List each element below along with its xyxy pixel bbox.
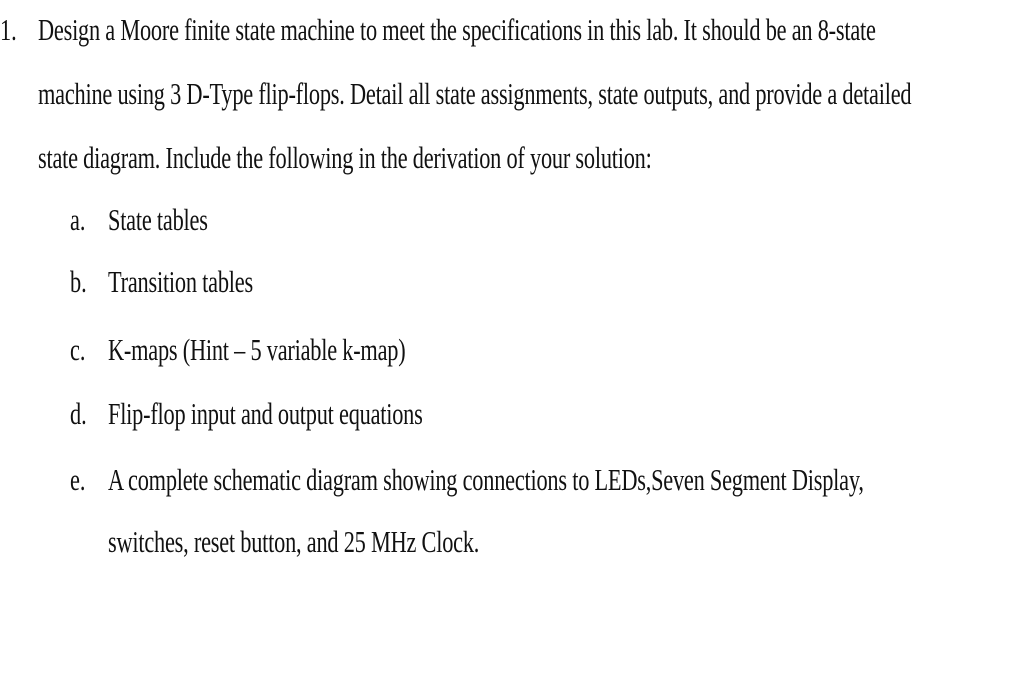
item-e-text-line-2: switches, reset button, and 25 MHz Clock. (108, 524, 480, 559)
item-d-text: Flip-flop input and output equations (108, 396, 423, 431)
item-c-text: K-maps (Hint – 5 variable k-map) (108, 332, 406, 367)
question-line-2: machine using 3 D-Type flip-flops. Detail all state assignments, state outputs, and provide a detailed (38, 76, 912, 111)
item-b-marker: b. (70, 264, 87, 299)
question-line-1: Design a Moore finite state machine to meet the specifications in this lab. It should be an 8-state (38, 12, 876, 47)
question-line-3: state diagram. Include the following in the derivation of your solution: (38, 140, 652, 175)
item-e-text-line-1: A complete schematic diagram showing connections to LEDs,Seven Segment Display, (108, 462, 864, 497)
item-c-marker: c. (70, 332, 86, 367)
item-a-marker: a. (70, 202, 86, 237)
item-b-text: Transition tables (108, 264, 253, 299)
question-number: 1. (0, 12, 17, 47)
item-d-marker: d. (70, 396, 87, 431)
item-e-marker: e. (70, 462, 86, 497)
item-a-text: State tables (108, 202, 208, 237)
